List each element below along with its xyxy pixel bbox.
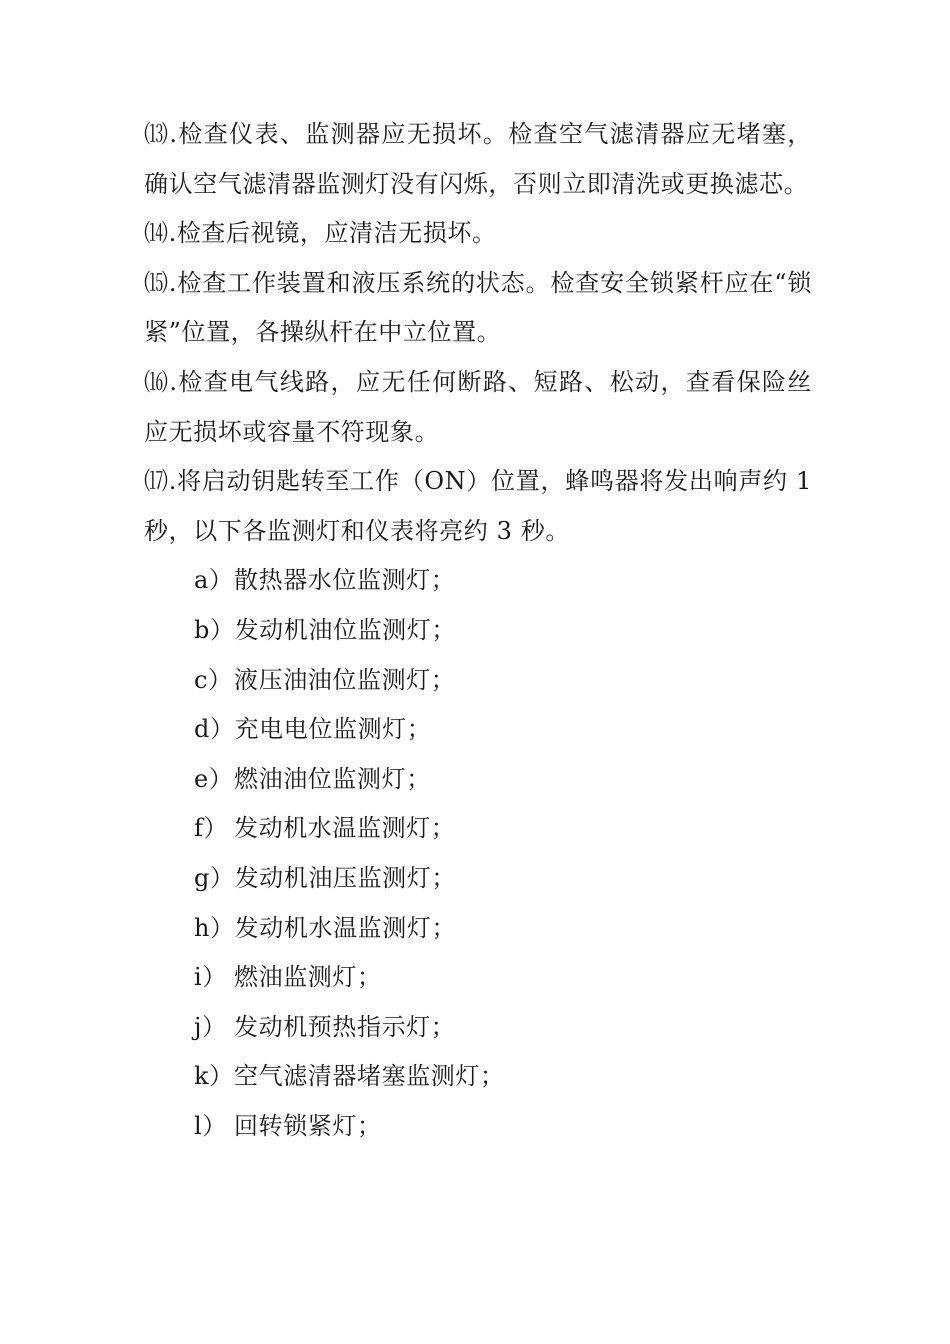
- list-marker: a）: [194, 566, 234, 595]
- list-marker: b）: [194, 615, 235, 644]
- list-text: 发动机油位监测灯；: [234, 615, 456, 644]
- list-item: [144, 556, 812, 606]
- list-text: 发动机水温监测灯；: [234, 814, 456, 843]
- list-marker: l）: [194, 1111, 227, 1140]
- list-text: 燃油油位监测灯；: [234, 764, 431, 793]
- list-marker: h）: [194, 913, 235, 942]
- list-text: 发动机油压监测灯；: [234, 863, 456, 892]
- paragraph-15: ⒂.检查工作装置和液压系统的状态。检查安全锁紧杆应在“锁紧”位置，各操纵杆在中立位置。: [144, 268, 812, 347]
- paragraph-13: ⒀.检查仪表、监测器应无损坏。检查空气滤清器应无堵塞，确认空气滤清器监测灯没有闪烁，否则立即清洗或更换滤芯。: [144, 120, 812, 198]
- paragraph-14: ⒁.检查后视镜，应清洁无损坏。: [144, 219, 497, 248]
- list-marker: d）: [194, 715, 235, 744]
- paragraph-16: ⒃.检查电气线路，应无任何断路、短路、松动，查看保险丝应无损坏或容量不符现象。: [144, 367, 812, 446]
- list-item: [144, 1102, 812, 1152]
- list-item: [144, 804, 812, 854]
- list-item: [144, 953, 812, 1003]
- monitor-light-list: [144, 556, 812, 1151]
- list-marker: g）: [194, 863, 235, 892]
- list-marker: k）: [194, 1062, 234, 1091]
- list-item: [144, 705, 812, 755]
- list-marker: j）: [194, 1012, 227, 1041]
- paragraph-17: ⒄.将启动钥匙转至工作（ON）位置，蜂鸣器将发出响声约 1 秒，以下各监测灯和仪表将亮约 3 秒。: [144, 467, 812, 545]
- list-text: 发动机水温监测灯；: [234, 913, 457, 942]
- list-marker: c）: [194, 665, 233, 694]
- list-text: 液压油油位监测灯；: [234, 665, 456, 694]
- list-text: 燃油监测灯；: [234, 963, 382, 992]
- list-text: 散热器水位监测灯；: [234, 566, 456, 595]
- list-item: [144, 854, 812, 904]
- list-item: [144, 1052, 812, 1102]
- document-body: [144, 110, 812, 1151]
- list-item: [144, 606, 812, 656]
- list-text: 回转锁紧灯；: [234, 1111, 382, 1140]
- list-text: 发动机预热指示灯；: [234, 1012, 456, 1041]
- list-item: [144, 755, 812, 805]
- list-text: 空气滤清器堵塞监测灯；: [234, 1062, 505, 1091]
- list-text: 充电电位监测灯；: [234, 715, 432, 744]
- list-marker: e）: [194, 764, 234, 793]
- list-item: [144, 904, 812, 954]
- list-marker: f）: [194, 814, 229, 843]
- list-item: [144, 656, 812, 706]
- list-marker: i）: [194, 963, 227, 992]
- list-item: [144, 1003, 812, 1053]
